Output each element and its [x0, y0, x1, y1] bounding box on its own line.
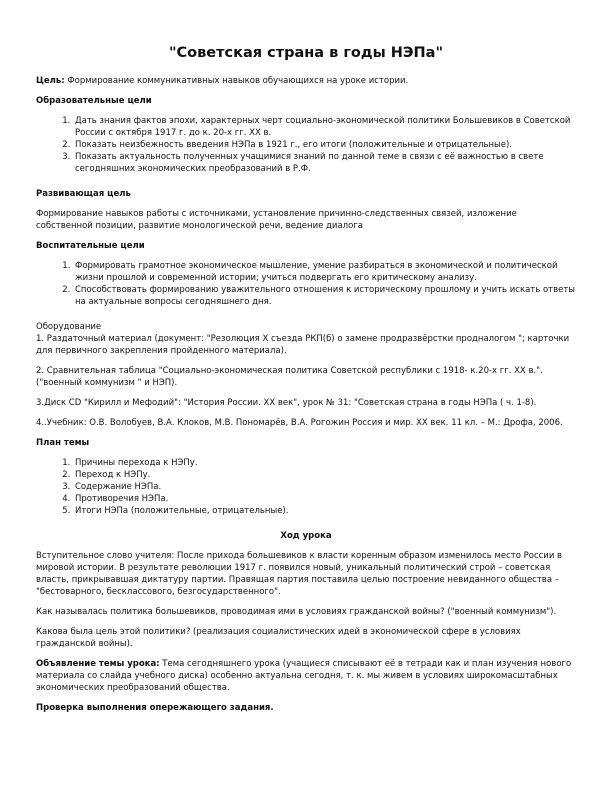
- equipment-heading: Оборудование: [36, 322, 102, 332]
- goal-text: Формирование коммуникативных навыков обучающихся на уроке истории.: [64, 76, 409, 86]
- announcement-text: Тема сегодняшнего урока (учащиеся списывают её в тетради как и план изучения нового материала со слайда учебного диска) особенно актуальна сегодня, т. к. мы живем в условиях широкомасштабных экономических преобразований общества.: [36, 659, 572, 693]
- announcement-label: Объявление темы урока:: [36, 659, 160, 669]
- developing-text: Формирование навыков работы с источниками, установление причинно-следственных связей, изложение собственной позиции, развитие монологической речи, ведение диалога: [36, 209, 517, 231]
- equipment-item-4: 4..Учебник: О.В. Волобуев, В.А. Клоков, М.В. Пономарёв, В.А. Рогожин Россия и мир. XX век. 11 кл. – М.: Дрофа, 2006.: [36, 418, 563, 428]
- goal-paragraph: [36, 75, 576, 87]
- plan-list: [36, 457, 576, 517]
- list-item: 3. Содержание НЭПа.: [73, 481, 576, 493]
- list-item: 2. Переход к НЭПу.: [73, 469, 576, 481]
- plan-heading: План темы: [36, 438, 90, 448]
- upbringing-heading: Воспитательные цели: [36, 241, 145, 251]
- equipment-item-1: 1. Раздаточный материал (документ: "Резолюция X съезда РКП(б) о замене продразвёрстки продналогом "; карточки для первичного закрепления пройденного материала).: [36, 334, 570, 356]
- lesson-question-1: Как называлась политика большевиков, проводимая ими в условиях гражданской войны? ("военный коммунизм").: [36, 607, 557, 617]
- page-title: "Советская страна в годы НЭПа": [168, 45, 444, 61]
- educational-heading: Образовательные цели: [36, 96, 152, 106]
- equipment-item-3: 3.Диск CD "Кирилл и Мефодий": "История России. XX век", урок № 31: "Советская страна в годы НЭПа ( ч. 1-8).: [36, 398, 537, 408]
- goal-label: Цель:: [36, 76, 65, 86]
- list-item: 1. Формировать грамотное экономическое мышление, умение разбираться в экономической и политической жизни прошлой и современной истории; учиться подвергать его критическому анализу.: [73, 260, 576, 284]
- list-item: 1. Причины перехода к НЭПу.: [73, 457, 576, 469]
- list-item: 4. Противоречия НЭПа.: [73, 493, 576, 505]
- lesson-announcement: [36, 658, 576, 694]
- lesson-question-2: Какова была цель этой политики? (реализация социалистических идей в экономической сфере в условиях гражданской войны).: [36, 627, 521, 649]
- equipment-item-2: 2. Сравнительная таблица "Социально-экономическая политика Советской республики с 1918- к.20-х гг. XX в.". ("военный коммунизм " и НЭП).: [36, 366, 543, 388]
- list-item: 3. Показать актуальность полученных учащимися знаний по данной теме в связи с её важностью в свете сегодняшних экономических преобразований в Р.Ф.: [73, 151, 576, 175]
- list-item: 1. Дать знания фактов эпохи, характерных черт социально-экономической политики Большевиков в Советской России с октября 1917 г. до к. 20-х гг. XX в.: [73, 115, 576, 139]
- developing-heading: Развивающая цель: [36, 189, 131, 199]
- lesson-intro: Вступительное слово учителя: После прихода большевиков к власти коренным образом изменилось место России в мировой истории. В результате революции 1917 г. появился новый, уникальный политический строй – советская власть, прикрывавшая диктатуру партии. Правящая партия поставила целью построение невиданного общества – "бестоварного, бесклассового, безгосударственного".: [36, 551, 563, 597]
- list-item: 2. Способствовать формированию уважительного отношения к историческому прошлому и учить искать ответы на актуальные вопросы сегодняшнего дня.: [73, 284, 576, 308]
- educational-list: [36, 115, 576, 175]
- list-item: 5. Итоги НЭПа (положительные, отрицательные).: [73, 505, 576, 517]
- list-item: 2. Показать неизбежность введения НЭПа в 1921 г., его итоги (положительные и отрицательные).: [73, 139, 576, 151]
- lesson-check: Проверка выполнения опережающего задания.: [36, 703, 274, 713]
- upbringing-list: [36, 260, 576, 308]
- lesson-heading: Ход урока: [280, 531, 332, 541]
